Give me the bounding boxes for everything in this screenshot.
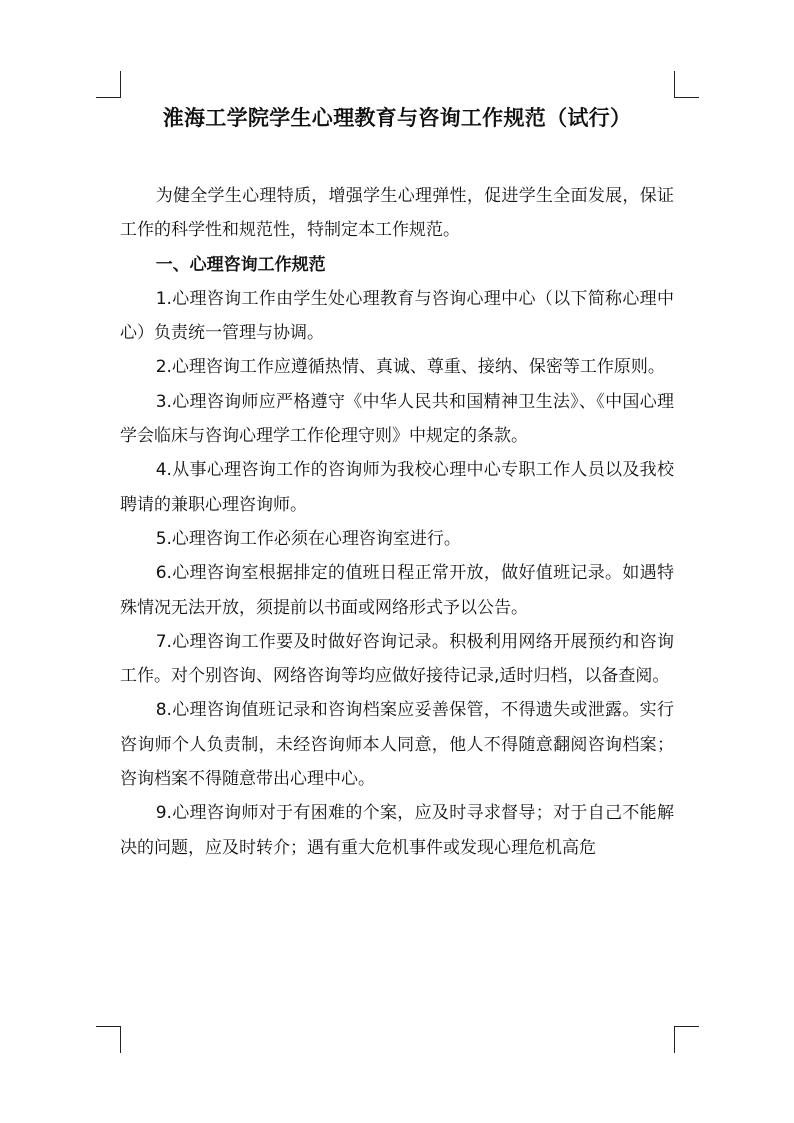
crop-mark-top-right	[674, 71, 699, 98]
clause-7: 7.心理咨询工作要及时做好咨询记录。积极利用网络开展预约和咨询工作。对个别咨询、网络咨询等均应做好接待记录,适时归档，以备查阅。	[120, 631, 674, 687]
crop-mark-bottom-left	[96, 1026, 121, 1053]
clause-9: 9.心理咨询师对于有困难的个案，应及时寻求督导；对于自己不能解决的问题，应及时转介；遇有重大危机事件或发现心理危机高危	[120, 803, 674, 858]
intro-paragraph: 为健全学生心理特质，增强学生心理弹性，促进学生全面发展，保证工作的科学性和规范性，特制定本工作规范。	[120, 186, 674, 241]
clause-4: 4.从事心理咨询工作的咨询师为我校心理中心专职工作人员以及我校聘请的兼职心理咨询师。	[120, 460, 674, 515]
crop-mark-bottom-right	[674, 1026, 699, 1053]
crop-mark-top-left	[96, 71, 121, 98]
document-body	[120, 179, 674, 865]
clause-8: 8.心理咨询值班记录和咨询档案应妥善保管，不得遗失或泄露。实行咨询师个人负责制，未经咨询师本人同意，他人不得随意翻阅咨询档案；咨询档案不得随意带出心理中心。	[120, 700, 674, 790]
clause-6: 6.心理咨询室根据排定的值班日程正常开放，做好值班记录。如遇特殊情况无法开放，须提前以书面或网络形式予以公告。	[120, 563, 674, 618]
clause-3: 3.心理咨询师应严格遵守《中华人民共和国精神卫生法》、《中国心理学会临床与咨询心理学工作伦理守则》中规定的条款。	[120, 391, 674, 447]
section-heading: 一、心理咨询工作规范	[155, 254, 326, 275]
clause-1: 1.心理咨询工作由学生处心理教育与咨询心理中心（以下简称心理中心）负责统一管理与协调。	[120, 288, 674, 344]
document-title: 淮海工学院学生心理教育与咨询工作规范（试行）	[162, 106, 632, 130]
clause-5: 5.心理咨询工作必须在心理咨询室进行。	[155, 528, 461, 549]
clause-2: 2.心理咨询工作应遵循热情、真诚、尊重、接纳、保密等工作原则。	[155, 357, 665, 378]
